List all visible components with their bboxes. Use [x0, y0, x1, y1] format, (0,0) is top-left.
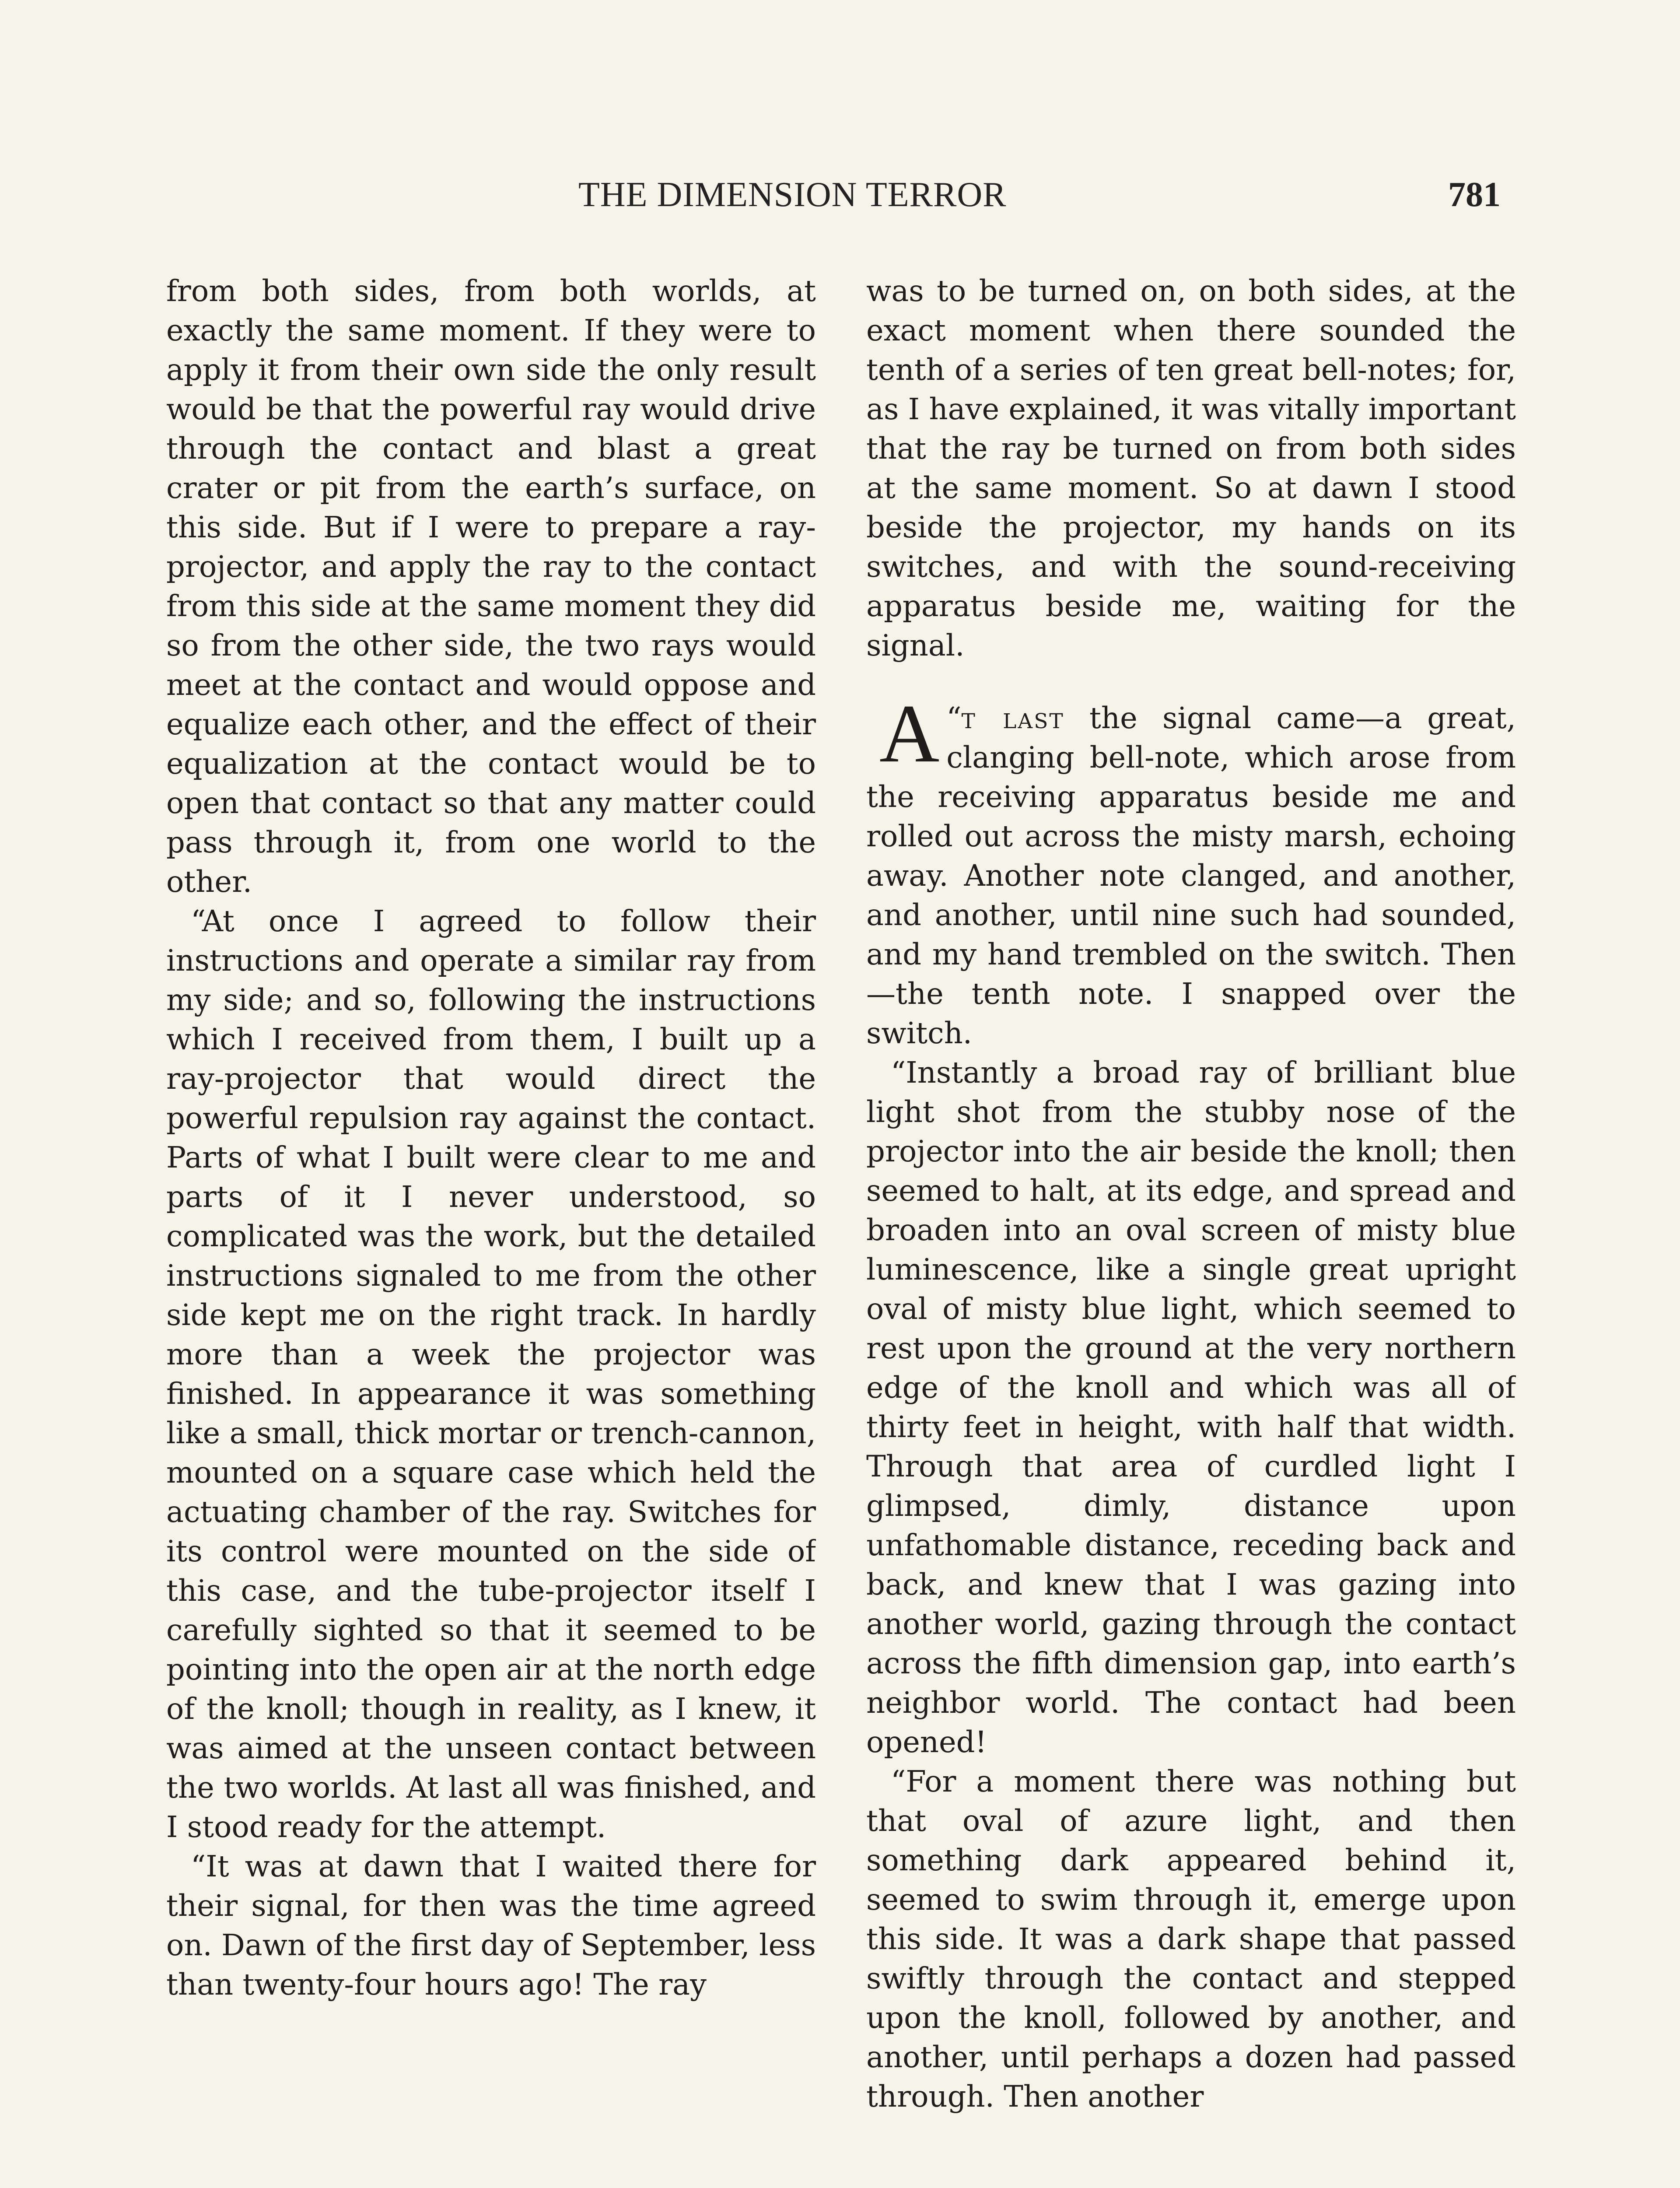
- section-opening-paragraph: [866, 688, 1516, 1053]
- paragraph: was to be turned on, on both sides, at the exact moment when there sounded the tenth of a series of ten great bell-notes; for, as I have explained, it was vitally important that the ray be turned on from both sides at the same moment. So at dawn I stood beside the projector, my hands on its switches, and with the sound-receiving apparatus beside me, waiting for the signal.: [866, 274, 1516, 663]
- paragraph: “It was at dawn that I waited there for their signal, for then was the time agreed on. Dawn of the first day of September, less than twenty-four hours ago! The ray: [166, 1849, 816, 2002]
- right-column: [866, 271, 1516, 2188]
- opening-quote: “: [946, 701, 962, 735]
- page-number: 781: [1448, 175, 1501, 214]
- paragraph: from both sides, from both worlds, at exactly the same moment. If they were to apply it from their own side the only result would be that the powerful ray would drive through the contact and blast a great crater or pit from the earth’s surface, on this side. But if I were to prepare a ray-projector, and apply the ray to the contact from this side at the same moment they did so from the other side, the two rays would meet at the contact and would oppose and equalize each other, and the effect of their equalization at the contact would be to open that contact so that any matter could pass through it, from one world to the other.: [166, 274, 816, 899]
- running-title: THE DIMENSION TERROR: [578, 175, 1007, 214]
- paragraph-text: the signal came—a great, clanging bell-note, which arose from the receiving apparatus beside me and rolled out across the misty marsh, echoing away. Another note clanged, and another, and another, until nine such had sounded, and my hand trembled on the switch. Then—the tenth note. I snapped over the switch.: [866, 701, 1516, 1050]
- small-caps-lead: t last: [961, 701, 1064, 735]
- paragraph: “For a moment there was nothing but that oval of azure light, and then something dark appeared behind it, seemed to swim through it, emerge upon this side. It was a dark shape that passed swiftly through the contact and stepped upon the knoll, followed by another, and another, until perhaps a dozen had passed through. Then another: [866, 1764, 1516, 2114]
- paragraph: “Instantly a broad ray of brilliant blue light shot from the stubby nose of the projector into the air beside the knoll; then seemed to halt, at its edge, and spread and broaden into an oval screen of misty blue luminescence, like a single great upright oval of misty blue light, which seemed to rest upon the ground at the very northern edge of the knoll and which was all of thirty feet in height, with half that width. Through that area of curdled light I glimpsed, dimly, distance upon unfathomable distance, receding back and back, and knew that I was gazing into another world, gazing through the contact across the fifth dimension gap, into earth’s neighbor world. The contact had been opened!: [866, 1055, 1516, 1759]
- drop-cap: A: [879, 688, 940, 780]
- left-column: [166, 271, 816, 2188]
- paragraph: “At once I agreed to follow their instructions and operate a similar ray from my side; and so, following the instructions which I received from them, I built up a ray-projector that would direct the powerful repulsion ray against the contact. Parts of what I built were clear to me and parts of it I never understood, so complicated was the work, but the detailed instructions signaled to me from the other side kept me on the right track. In hardly more than a week the projector was finished. In appearance it was something like a small, thick mortar or trench-cannon, mounted on a square case which held the actuating chamber of the ray. Switches for its control were mounted on the side of this case, and the tube-projector itself I carefully sighted so that it seemed to be pointing into the open air at the north edge of the knoll; though in reality, as I knew, it was aimed at the unseen contact between the two worlds. At last all was finished, and I stood ready for the attempt.: [166, 904, 816, 1844]
